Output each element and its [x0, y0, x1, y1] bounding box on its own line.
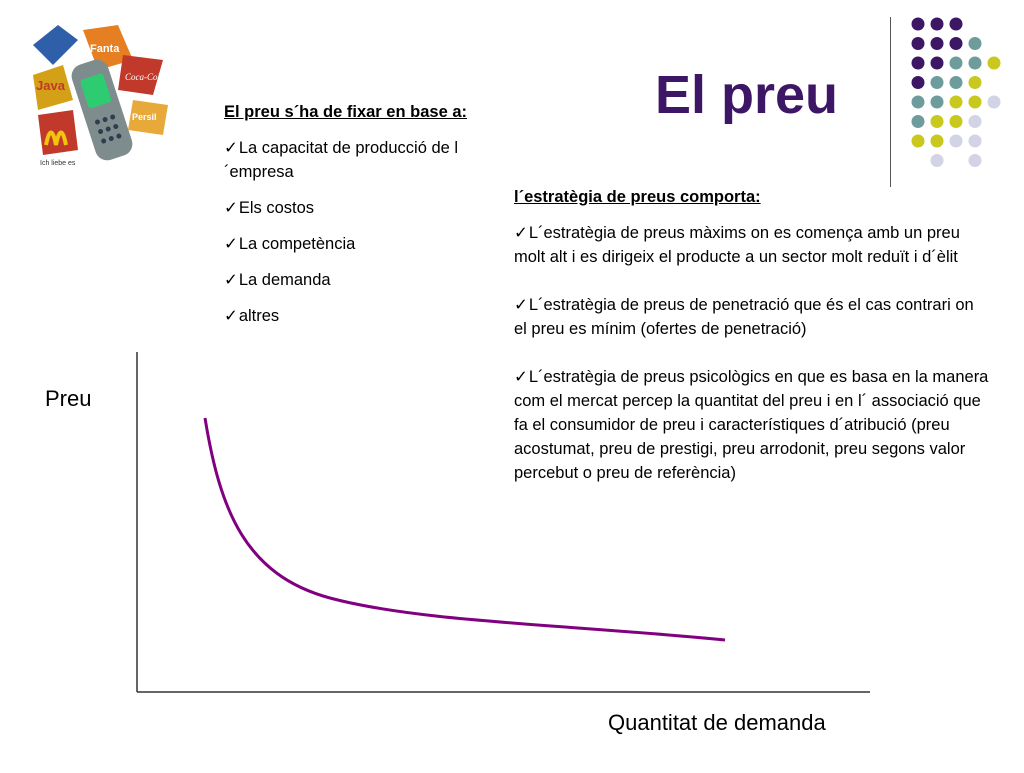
decorative-dot [969, 96, 982, 109]
decorative-dot [950, 57, 963, 70]
left-list-item: ✓La capacitat de producció de l´empresa [224, 139, 459, 181]
svg-text:Java: Java [36, 78, 65, 93]
check-icon: ✓ [224, 199, 238, 217]
x-axis-label: Quantitat de demanda [608, 710, 826, 735]
decorative-dot [969, 76, 982, 89]
check-icon: ✓ [224, 235, 238, 253]
decorative-dot [950, 115, 963, 128]
decorative-dot [931, 135, 944, 148]
decorative-dot [969, 154, 982, 167]
decorative-dot [931, 96, 944, 109]
decorative-dot-grid [900, 10, 1020, 170]
decorative-dot [950, 18, 963, 31]
decorative-dot [969, 57, 982, 70]
svg-text:Persil: Persil [132, 112, 157, 122]
decorative-dot [912, 115, 925, 128]
svg-text:Coca-Cola: Coca-Cola [125, 72, 165, 82]
decorative-dot [931, 154, 944, 167]
decorative-dot [988, 96, 1001, 109]
svg-text:Fanta: Fanta [90, 43, 120, 55]
check-icon: ✓ [224, 307, 238, 325]
check-icon: ✓ [224, 139, 238, 157]
decorative-dot [950, 96, 963, 109]
decorative-dot [969, 115, 982, 128]
check-icon: ✓ [514, 368, 528, 386]
y-axis-label: Preu [45, 386, 92, 411]
decorative-dot [969, 37, 982, 50]
decorative-dot [931, 37, 944, 50]
decorative-dot [931, 76, 944, 89]
right-list-item: ✓L´estratègia de preus de penetració que és el cas contrari on el preu es mínim (ofertes de penetració) [514, 296, 974, 338]
decorative-dot [931, 18, 944, 31]
left-bullet-list [224, 100, 524, 340]
right-list-item: ✓L´estratègia de preus psicològics en que es basa en la manera com el mercat percep la quantitat del preu i en l´ associació que fa el consumidor de preu i característiques d´atribució (preu acostumat, preu de prestigi, preu arrodonit, preu segons valor percebut o preu de referència) [514, 368, 989, 482]
check-icon: ✓ [224, 271, 238, 289]
decorative-dot [950, 37, 963, 50]
decorative-dot [912, 76, 925, 89]
brand-collage-image [28, 20, 178, 170]
check-icon: ✓ [514, 224, 528, 242]
right-list-heading: l´estratègia de preus comporta: [514, 188, 761, 206]
left-list-item: ✓La competència [224, 235, 356, 253]
decorative-dot [931, 57, 944, 70]
decorative-dot [912, 96, 925, 109]
left-list-item: ✓altres [224, 307, 280, 325]
decorative-dot [969, 135, 982, 148]
decorative-dot [912, 57, 925, 70]
title-divider [890, 17, 891, 187]
decorative-dot [950, 76, 963, 89]
decorative-dot [912, 18, 925, 31]
left-list-item: ✓Els costos [224, 199, 315, 217]
demand-curve-chart [0, 340, 1024, 768]
left-list-heading: El preu s´ha de fixar en base a: [224, 103, 468, 121]
left-list-item: ✓La demanda [224, 271, 331, 289]
decorative-dot [912, 135, 925, 148]
slide-title: El preu [655, 65, 839, 125]
decorative-dot [912, 37, 925, 50]
right-list-item: ✓L´estratègia de preus màxims on es comença amb un preu molt alt i es dirigeix el producte a un sector molt reduït i d´èlit [514, 224, 960, 266]
demand-curve [205, 418, 725, 640]
decorative-dot [988, 57, 1001, 70]
decorative-dot [931, 115, 944, 128]
svg-text:Ich liebe es: Ich liebe es [40, 160, 76, 167]
check-icon: ✓ [514, 296, 528, 314]
decorative-dot [950, 135, 963, 148]
